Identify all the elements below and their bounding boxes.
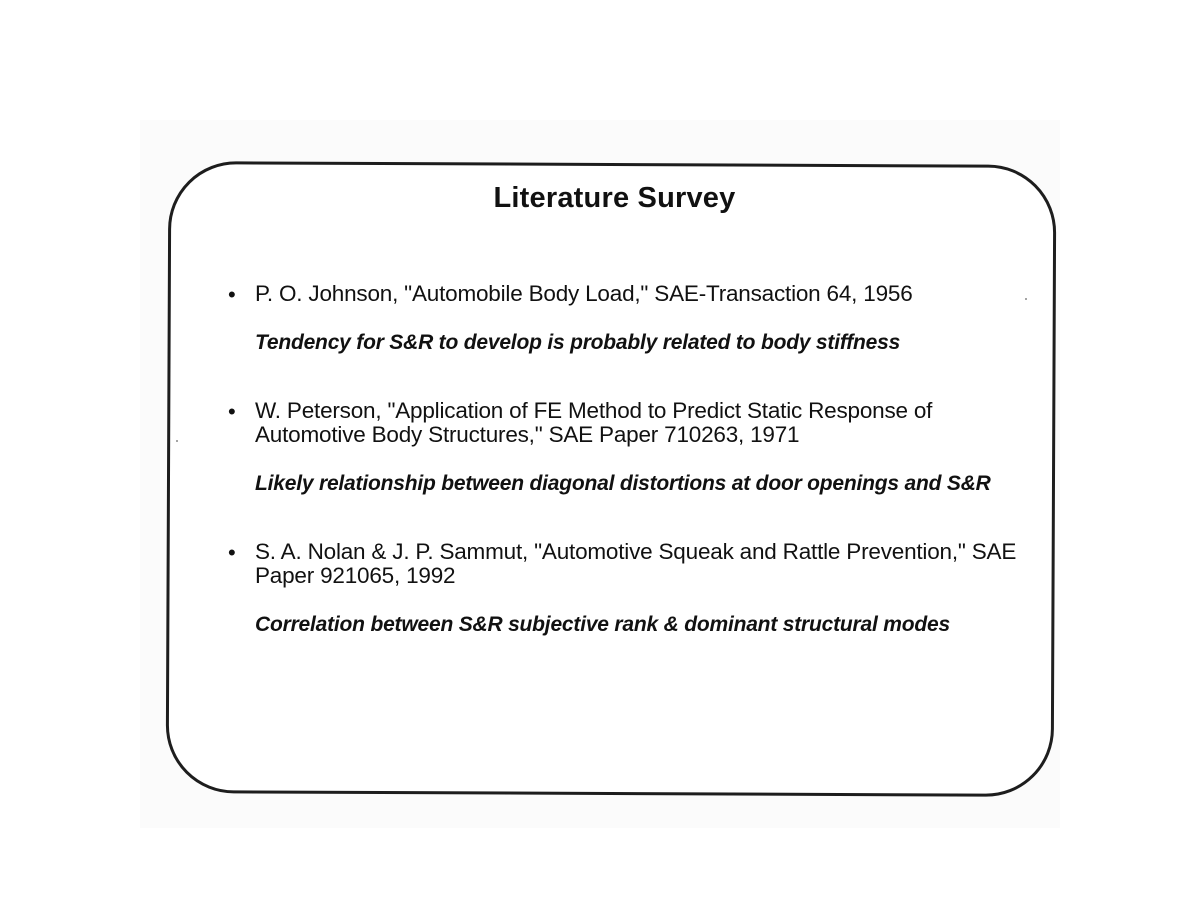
bullet-icon: • xyxy=(228,540,236,565)
reference-citation: P. O. Johnson, "Automobile Body Load," SAE-Transaction 64, 1956 xyxy=(255,281,913,306)
reference-list xyxy=(228,282,1018,636)
reference-finding: Correlation between S&R subjective rank & dominant structural modes xyxy=(255,613,950,636)
slide-title: Literature Survey xyxy=(493,182,736,214)
reference-finding: Tendency for S&R to develop is probably related to body stiffness xyxy=(255,331,901,354)
reference-citation: S. A. Nolan & J. P. Sammut, "Automotive Squeak and Rattle Prevention," SAE Paper 921065, 1992 xyxy=(255,539,1017,588)
reference-item-nolan-sammut xyxy=(228,540,1018,636)
reference-citation: W. Peterson, "Application of FE Method to Predict Static Response of Automotive Body Structures," SAE Paper 710263, 1971 xyxy=(255,398,933,447)
reference-item-peterson xyxy=(228,399,1018,495)
bullet-icon: • xyxy=(228,399,236,424)
reference-item-johnson xyxy=(228,282,1018,354)
scan-speck xyxy=(176,440,178,442)
bullet-icon: • xyxy=(228,282,236,307)
reference-finding: Likely relationship between diagonal distortions at door openings and S&R xyxy=(255,472,991,495)
scan-speck xyxy=(1025,298,1027,300)
